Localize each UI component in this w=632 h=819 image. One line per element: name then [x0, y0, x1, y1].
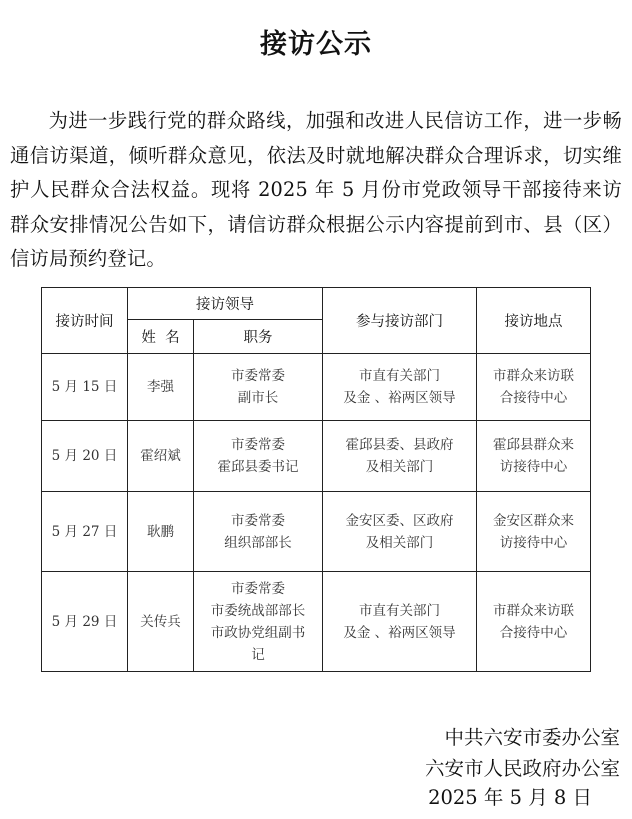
- header-place: 接访地点: [477, 288, 591, 354]
- header-time: 接访时间: [42, 288, 128, 354]
- cell-place: 市群众来访联 合接待中心: [477, 354, 591, 421]
- cell-position: 市委常委 市委统战部部长 市政协党组副书 记: [194, 572, 323, 672]
- header-leader: 接访领导: [128, 288, 323, 320]
- table-row: [42, 572, 591, 672]
- signature-date: 2025 年 5 月 8 日: [428, 786, 592, 809]
- cell-date: 5 月 20 日: [42, 421, 128, 492]
- cell-place: 金安区群众来 访接待中心: [477, 492, 591, 572]
- reception-schedule-table: [41, 287, 591, 672]
- signature-org-government: 六安市人民政府办公室: [424, 757, 620, 780]
- table-row: [42, 354, 591, 421]
- cell-place: 霍邱县群众来 访接待中心: [477, 421, 591, 492]
- header-position: 职务: [194, 320, 323, 354]
- intro-paragraph: 为进一步践行党的群众路线，加强和改进人民信访工作，进一步畅通信访渠道，倾听群众意见，依法及时就地解决群众合理诉求，切实维护人民群众合法权益。现将 2025 年 5 月份市党政领导干部接待来访群众安排情况公告如下，请信访群众根据公示内容提前到市、县（区）信访局预约登记。: [10, 109, 622, 271]
- table-header-row: [42, 288, 591, 320]
- cell-dept: 金安区委、区政府 及相关部门: [323, 492, 477, 572]
- cell-dept: 市直有关部门 及金 、裕两区领导: [323, 354, 477, 421]
- cell-dept: 霍邱县委、县政府 及相关部门: [323, 421, 477, 492]
- cell-name: 李强: [128, 354, 194, 421]
- cell-date: 5 月 27 日: [42, 492, 128, 572]
- cell-date: 5 月 29 日: [42, 572, 128, 672]
- cell-dept: 市直有关部门 及金 、裕两区领导: [323, 572, 477, 672]
- table-row: [42, 421, 591, 492]
- cell-name: 关传兵: [128, 572, 194, 672]
- signature-org-committee: 中共六安市委办公室: [444, 726, 620, 749]
- table-row: [42, 492, 591, 572]
- cell-date: 5 月 15 日: [42, 354, 128, 421]
- cell-position: 市委常委 副市长: [194, 354, 323, 421]
- header-name: 姓 名: [128, 320, 194, 354]
- header-dept: 参与接访部门: [323, 288, 477, 354]
- cell-name: 霍绍斌: [128, 421, 194, 492]
- cell-name: 耿鹏: [128, 492, 194, 572]
- cell-place: 市群众来访联 合接待中心: [477, 572, 591, 672]
- cell-position: 市委常委 组织部部长: [194, 492, 323, 572]
- cell-position: 市委常委 霍邱县委书记: [194, 421, 323, 492]
- page-title: 接访公示: [260, 29, 372, 60]
